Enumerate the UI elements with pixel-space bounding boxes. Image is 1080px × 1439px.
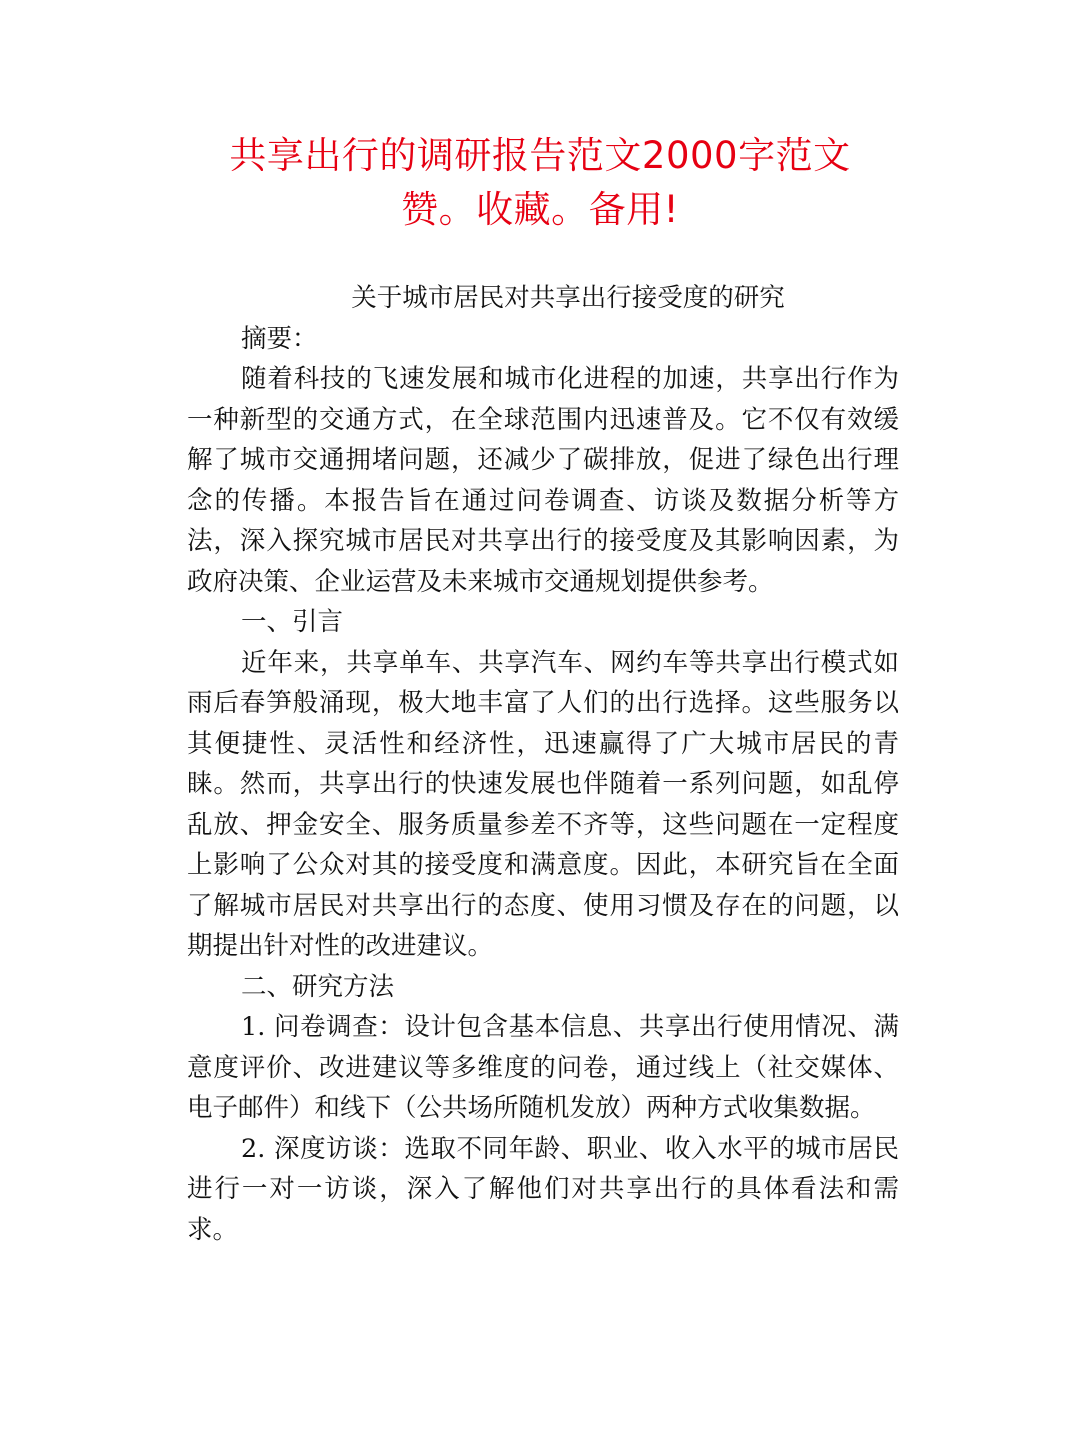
headline-line-1: 共享出行的调研报告范文2000字范文: [229, 134, 851, 177]
section-heading-methods: 二、研究方法: [241, 971, 395, 1002]
section-heading-introduction: 一、引言: [241, 607, 344, 637]
method-questionnaire-paragraph: 1. 问卷调查：设计包含基本信息、共享出行使用情况、满意度评价、改进建议等多维度的问卷，通过线上（社交媒体、电子邮件）和线下（公共场所随机发放）两种方式收集数据。: [187, 1012, 899, 1123]
headline-line-2: 赞。收藏。备用!: [401, 188, 679, 231]
introduction-paragraph: 近年来，共享单车、共享汽车、网约车等共享出行模式如雨后春笋般涌现，极大地丰富了人们的出行选择。这些服务以其便捷性、灵活性和经济性，迅速赢得了广大城市居民的青睐。然而，共享出行的快速发展也伴随着一系列问题，如乱停乱放、押金安全、服务质量参差不齐等，这些问题在一定程度上影响了公众对其的接受度和满意度。因此，本研究旨在全面了解城市居民对共享出行的态度、使用习惯及存在的问题，以期提出针对性的改进建议。: [187, 647, 899, 961]
abstract-label: 摘要：: [241, 323, 318, 354]
abstract-paragraph: 随着科技的飞速发展和城市化进程的加速，共享出行作为一种新型的交通方式，在全球范围内迅速普及。它不仅有效缓解了城市交通拥堵问题，还减少了碳排放，促进了绿色出行理念的传播。本报告旨在通过问卷调查、访谈及数据分析等方法，深入探究城市居民对共享出行的接受度及其影响因素，为政府决策、企业运营及未来城市交通规划提供参考。: [187, 364, 899, 597]
report-subtitle: 关于城市居民对共享出行接受度的研究: [351, 283, 785, 313]
method-interview-paragraph: 2. 深度访谈：选取不同年龄、职业、收入水平的城市居民进行一对一访谈，深入了解他们对共享出行的具体看法和需求。: [187, 1133, 899, 1245]
document-body: [187, 278, 899, 1250]
